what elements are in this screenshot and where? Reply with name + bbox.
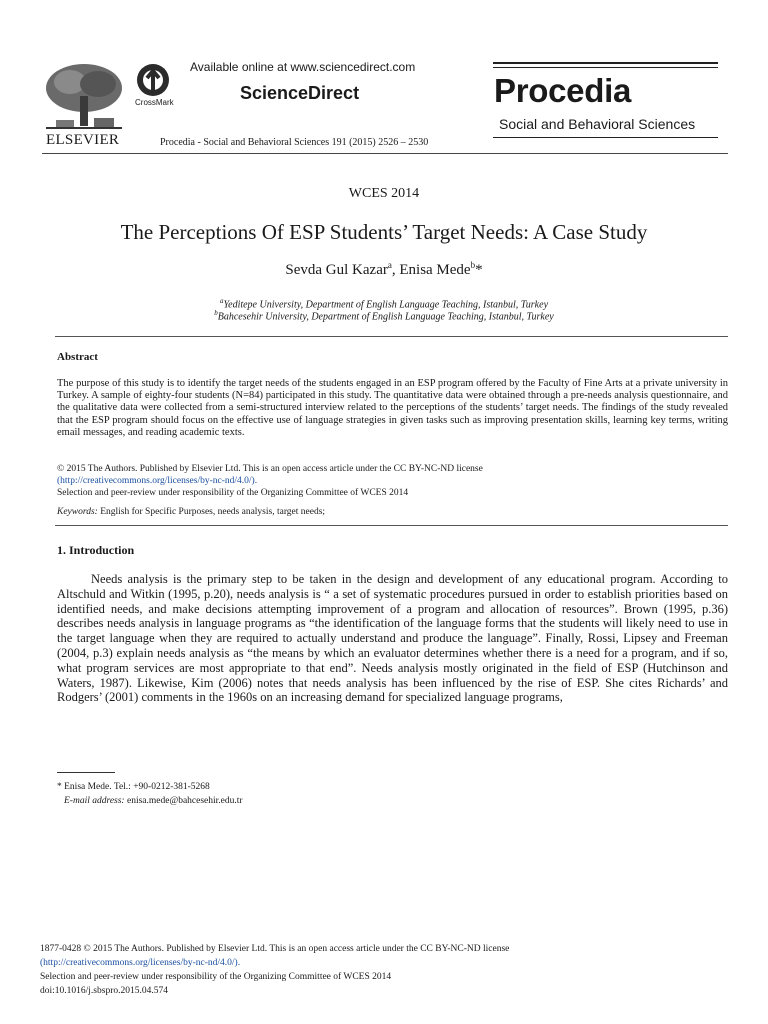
- footer-doi[interactable]: doi:10.1016/j.sbspro.2015.04.574: [40, 986, 168, 996]
- affiliation-1-text: Yeditepe University, Department of English Language Teaching, Istanbul, Turkey: [223, 299, 549, 311]
- paper-title: The Perceptions Of ESP Students’ Target Needs: A Case Study: [120, 220, 648, 244]
- abstract-top-rule: [55, 336, 728, 337]
- procedia-rule-top-thin: [493, 67, 718, 68]
- corresponding-author-mark: *: [475, 262, 483, 278]
- footnote-rule: [57, 772, 115, 773]
- abstract-body: The purpose of this study is to identify the target needs of the students engaged in an ESP program offered by the Faculty of Fine Arts at a private university in Turkey. A sample of eighty-four students (N=84) participated in this study. The quantitative data were obtained through a pre-needs analysis questionnaire, and the qualitative data were collected from a semi-structured interview related to the perceptions of the students’ target needs. The findings of the study revealed that the ESP program should focus on the effective use of language strategies in given tasks such as improving presentation skills, learning key terms, writing email messages, and reading academic texts.: [57, 378, 728, 438]
- email-address[interactable]: enisa.mede@bahcesehir.edu.tr: [124, 796, 243, 806]
- conference-name: WCES 2014: [348, 186, 420, 201]
- affiliation-2: [0, 309, 768, 322]
- abstract-bottom-rule: [55, 525, 728, 526]
- keywords: [57, 507, 325, 517]
- footer-license-link[interactable]: (http://creativecommons.org/licenses/by-nc-nd/4.0/).: [40, 958, 241, 968]
- procedia-rule-top: [493, 62, 718, 64]
- author-2-affiliation-mark: b: [470, 260, 476, 270]
- author-1: Sevda Gul Kazar: [285, 262, 388, 278]
- keywords-list: English for Specific Purposes, needs analysis, target needs;: [97, 507, 326, 517]
- journal-brand: Procedia: [494, 72, 631, 109]
- abstract-copyright: © 2015 The Authors. Published by Elsevier Ltd. This is an open access article under the CC BY-NC-ND license: [57, 464, 483, 474]
- affiliation-2-mark: b: [214, 309, 218, 317]
- author-1-affiliation-mark: a: [387, 260, 392, 270]
- header-divider: [42, 153, 728, 154]
- email-footnote: [64, 796, 243, 806]
- footer-copyright: 1877-0428 © 2015 The Authors. Published by Elsevier Ltd. This is an open access article under the CC BY-NC-ND license: [40, 944, 510, 954]
- journal-subtitle: Social and Behavioral Sciences: [499, 116, 696, 132]
- author-line: [0, 260, 768, 279]
- keywords-label: Keywords:: [57, 507, 98, 517]
- license-link[interactable]: (http://creativecommons.org/licenses/by-nc-nd/4.0/).: [57, 476, 258, 486]
- section-heading-introduction: 1. Introduction: [57, 543, 135, 557]
- journal-reference: Procedia - Social and Behavioral Sciences 191 (2015) 2526 – 2530: [160, 137, 429, 148]
- available-online-text: Available online at www.sciencedirect.com: [190, 60, 416, 74]
- crossmark-label: CrossMark: [135, 98, 174, 107]
- procedia-rule-bottom: [493, 137, 718, 138]
- affiliation-1-mark: a: [219, 297, 224, 305]
- introduction-body: Needs analysis is the primary step to be taken in the design and development of any educational program. According to Altschuld and Witkin (1995, p.20), needs analysis is “ a set of systematic procedures pursued in order to establish priorities based on identified needs, and make decisions attempting improvement of a program and allocation of resources”. Brown (1995, p.36) describes needs analysis in language programs as “the identification of the language forms that the students will likely need to use in the target language when they are required to actually understand and produce the language”. Finally, Rossi, Lipsey and Freeman (2004, p.3) explain needs analysis as “the means by which an evaluator determines whether there is a need for a program, and if so, what program services are most appropriate to that end”. Needs analysis mostly originated in the field of ESP (Hutchinson and Waters, 1987). Likewise, Kim (2006) notes that needs analysis has been influenced by the rise of ESP. She cites Richards’ and Rodgers’ (2001) comments in the 1960s on an increasing demand for specialized language programs,: [57, 572, 728, 705]
- email-label: E-mail address:: [64, 796, 125, 806]
- publisher-wordmark: ELSEVIER: [46, 132, 120, 148]
- peer-review-note: Selection and peer-review under responsibility of the Organizing Committee of WCES 2014: [57, 488, 409, 498]
- author-2: , Enisa Mede: [391, 262, 471, 278]
- corresponding-author-footnote: * Enisa Mede. Tel.: +90-0212-381-5268: [57, 782, 210, 792]
- elsevier-tree-logo: [42, 60, 127, 132]
- abstract-heading: Abstract: [57, 351, 98, 363]
- affiliation-2-text: Bahcesehir University, Department of English Language Teaching, Istanbul, Turkey: [217, 311, 554, 323]
- footer-peer-review: Selection and peer-review under responsibility of the Organizing Committee of WCES 2014: [40, 972, 392, 982]
- sciencedirect-brand[interactable]: ScienceDirect: [240, 83, 360, 103]
